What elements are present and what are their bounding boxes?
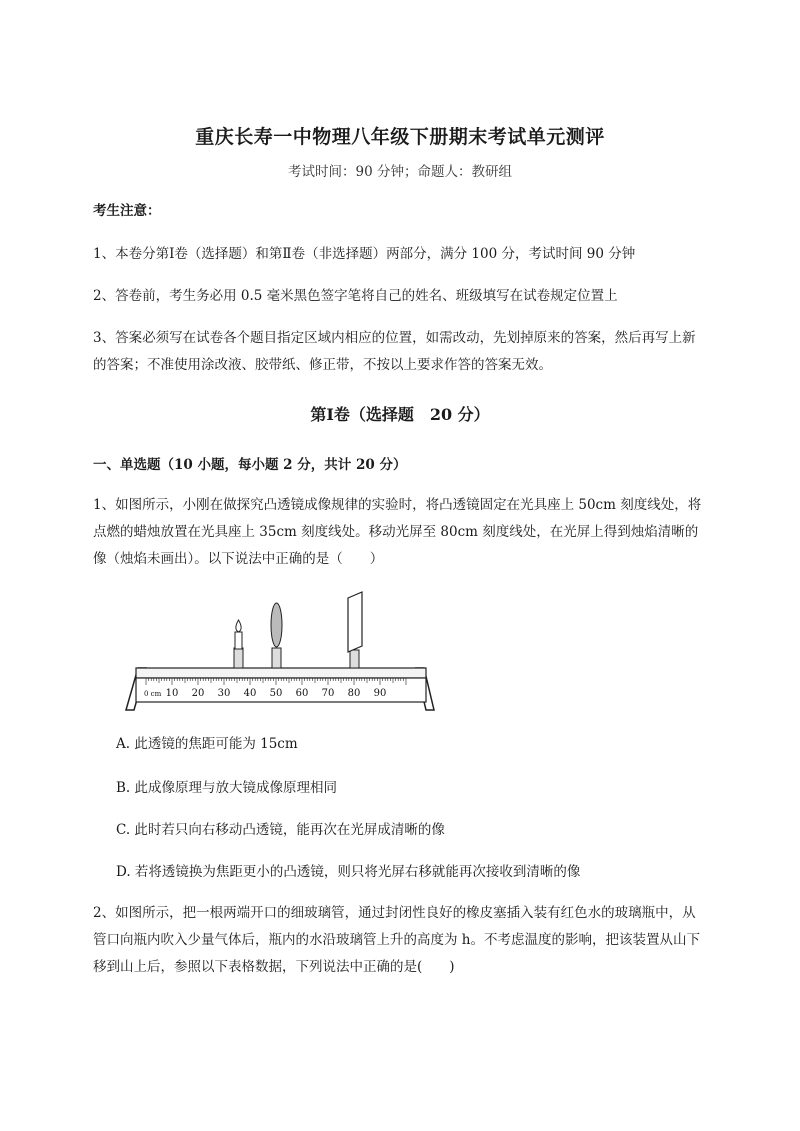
candle: [234, 620, 243, 668]
notice-heading: 考生注意：: [93, 203, 161, 219]
optical-bench-figure: [120, 588, 440, 718]
question-1-stem: 1、如图所示，小刚在做探究凸透镜成像规律的实验时，将凸透镜固定在光具座上 50cm 刻度线处，将点燃的蜡烛放置在光具座上 35cm 刻度线处。移动光屏至 80cm 刻度线处，在光屏上得到烛焰清晰的像（烛焰未画出）。以下说法中正确的是（ ）: [93, 497, 702, 567]
light-screen: [348, 592, 362, 668]
ruler-label: 40: [243, 688, 257, 699]
bench-top: [136, 668, 426, 678]
part-title: 一、单选题（10 小题，每小题 2 分，共计 20 分）: [93, 457, 407, 473]
ruler-label: 70: [321, 688, 335, 699]
ruler-label: 90: [373, 688, 387, 699]
exam-info: 考试时间：90 分钟；命题人：教研组: [288, 164, 512, 180]
q1-option-b: B. 此成像原理与放大镜成像原理相同: [116, 780, 338, 796]
ruler-label: 60: [295, 688, 309, 699]
ruler-label: 20: [191, 688, 205, 699]
ruler-label: 0 cm: [144, 690, 162, 698]
ruler-label: 50: [269, 688, 283, 699]
question-2-stem: 2、如图所示，把一根两端开口的细玻璃管，通过封闭性良好的橡皮塞插入装有红色水的玻璃瓶中，从管口向瓶内吹入少量气体后，瓶内的水沿玻璃管上升的高度为 h。不考虑温度的影响，把该装置从山下移到山上后，参照以下表格数据，下列说法中正确的是( ): [93, 905, 700, 975]
convex-lens: [271, 603, 282, 668]
ruler-label: 10: [165, 688, 179, 699]
page-title: 重庆长寿一中物理八年级下册期末考试单元测评: [195, 126, 605, 148]
notice-item-2: 2、答卷前，考生务必用 0.5 毫米黑色签字笔将自己的姓名、班级填写在试卷规定位置上: [93, 288, 618, 304]
q1-option-c: C. 此时若只向右移动凸透镜，能再次在光屏成清晰的像: [116, 822, 445, 838]
ruler-label: 30: [217, 688, 231, 699]
q1-option-a: A. 此透镜的焦距可能为 15cm: [116, 736, 298, 752]
notice-item-1: 1、本卷分第Ⅰ卷（选择题）和第Ⅱ卷（非选择题）两部分，满分 100 分，考试时间 90 分钟: [93, 246, 636, 262]
ruler-label: 80: [347, 688, 361, 699]
section-title: 第Ⅰ卷（选择题 20 分）: [310, 405, 490, 424]
notice-item-3: 3、答案必须写在试卷各个题目指定区域内相应的位置，如需改动，先划掉原来的答案，然后再写上新的答案；不准使用涂改液、胶带纸、修正带，不按以上要求作答的答案无效。: [93, 330, 696, 373]
q1-option-d: D. 若将透镜换为焦距更小的凸透镜，则只将光屏右移就能再次接收到清晰的像: [116, 864, 581, 880]
